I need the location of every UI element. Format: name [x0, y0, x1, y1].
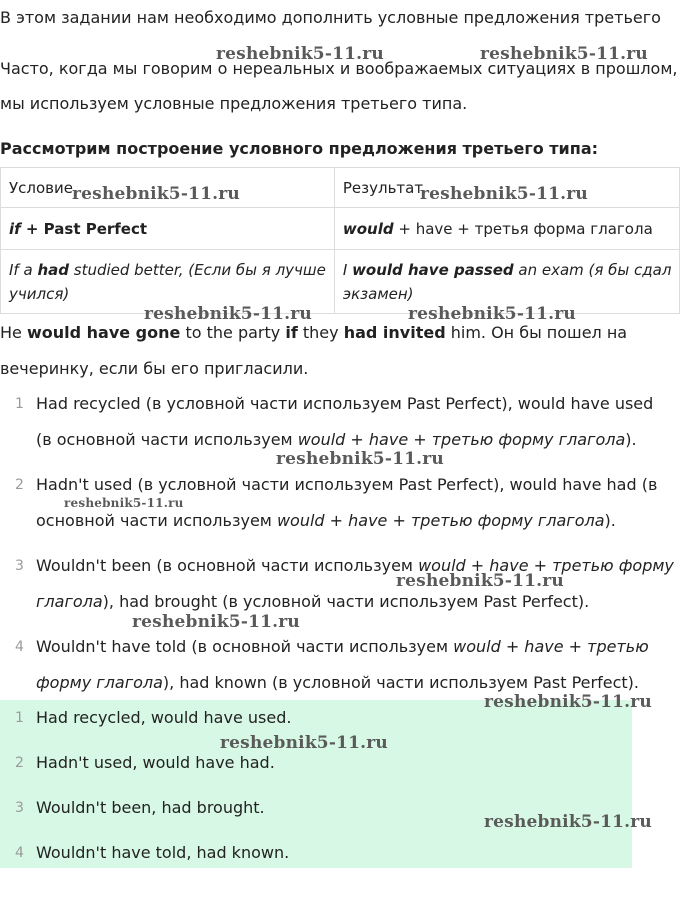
table-row	[1, 250, 680, 314]
watermark: reshebnik5-11.ru	[484, 692, 652, 712]
watermark: reshebnik5-11.ru	[480, 44, 648, 64]
table-row	[1, 208, 680, 250]
formula-condition	[1, 208, 335, 250]
example-condition-b: studied better, (Если бы я лучше	[68, 260, 326, 279]
watermark: reshebnik5-11.ru	[216, 44, 384, 64]
header-condition: Условие	[1, 168, 335, 208]
item-number: 2	[15, 477, 24, 493]
item-number: 4	[15, 639, 24, 655]
header-result: Результат	[334, 168, 680, 208]
watermark: reshebnik5-11.ru	[420, 184, 588, 204]
watermark: reshebnik5-11.ru	[220, 733, 388, 753]
watermark: reshebnik5-11.ru	[484, 812, 652, 832]
watermark: reshebnik5-11.ru	[144, 304, 312, 324]
example-result-a: I	[342, 260, 353, 279]
example-result-c: экзамен)	[342, 284, 414, 303]
watermark: reshebnik5-11.ru	[132, 612, 300, 632]
example-sentence: He would have gone to the party if they had invited him. Он бы пошел на	[0, 323, 628, 342]
example-result-b: an exam (я бы сдал	[513, 260, 672, 279]
intro-line-1: В этом задании нам необходимо дополнить условные предложения третьего	[0, 8, 661, 27]
section-heading: Рассмотрим построение условного предложения третьего типа:	[0, 139, 599, 158]
watermark: reshebnik5-11.ru	[408, 304, 576, 324]
formula-if: if	[9, 219, 21, 238]
answers-box: 1 Had recycled, would have used. 2 Hadn't used, would have had. 3 Wouldn't been, had brought. 4 Wouldn't have told, had known.	[0, 700, 632, 868]
watermark: reshebnik5-11.ru	[276, 449, 444, 469]
item-number: 3	[15, 558, 24, 574]
example-result-bold: would have passed	[352, 260, 514, 279]
example-translation: вечеринку, если бы его пригласили.	[0, 359, 309, 378]
formula-condition-rest: + Past Perfect	[20, 219, 148, 238]
formula-result-rest: + have + третья форма глагола	[393, 219, 653, 238]
watermark: reshebnik5-11.ru	[64, 496, 184, 510]
watermark: reshebnik5-11.ru	[72, 184, 240, 204]
example-condition-had: had	[37, 260, 69, 279]
example-condition-c: учился)	[9, 284, 70, 303]
example-condition-a: If a	[9, 260, 38, 279]
watermark: reshebnik5-11.ru	[396, 571, 564, 591]
formula-would: would	[342, 219, 394, 238]
intro-line-3: мы используем условные предложения третьего типа.	[0, 94, 468, 113]
formula-result	[334, 208, 680, 250]
intro-line-2: Часто, когда мы говорим о нереальных и воображаемых ситуациях в прошлом,	[0, 59, 678, 78]
item-number: 1	[15, 396, 24, 412]
